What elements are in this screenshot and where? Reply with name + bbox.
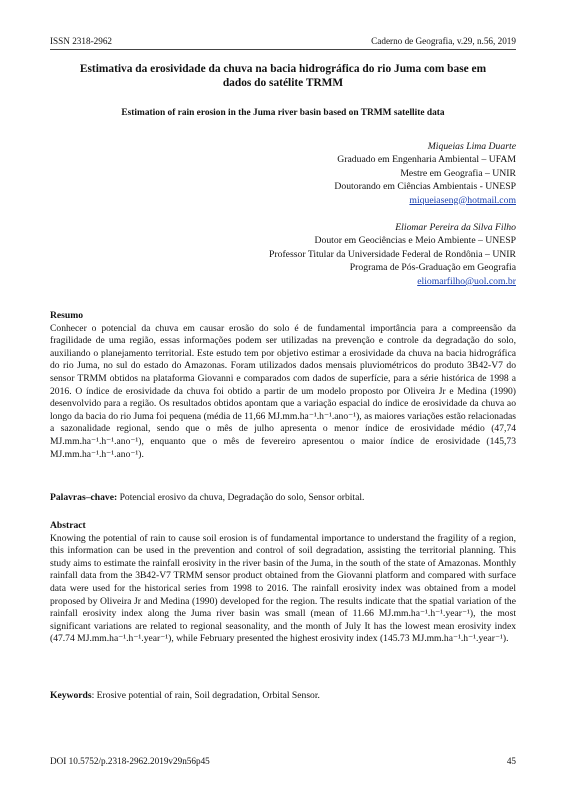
author-2-email-link[interactable]: eliomarfilho@uol.com.br [417, 275, 516, 287]
doi-label: DOI 10.5752/p.2318-2962.2019v29n56p45 [50, 756, 210, 766]
page-footer [50, 756, 516, 766]
author-2-affiliation-1: Doutor em Geociências e Meio Ambiente – UNESP [314, 235, 516, 247]
author-2-affiliation-2: Professor Titular da Universidade Federal de Rondônia – UNIR [269, 248, 516, 260]
paper-title: Estimativa da erosividade da chuva na bacia hidrográfica do rio Juma com base em dados do satélite TRMM [79, 63, 487, 89]
resumo-text: Conhecer o potencial da chuva em causar erosão do solo é de fundamental importância para a compreensão da fragilidade de uma região, essas informações podem ser utilizadas na prevenção e controle da degradação do solo, auxiliando o planejamento territorial. Este estudo tem por objetivo estimar a erosividade da chuva na bacia hidrográfica do rio Juma, no sul do estado do Amazonas. Foram utilizados dados mensais pluviométricos do produto 3B42-V7 do sensor TRMM obtidos na plataforma Giovanni e comparados com dados de superfície, para a série histórica de 1998 a 2016. O índice de erosividade da chuva foi obtido a partir de um modelo proposto por Oliveira Jr e Medina (1990) desenvolvido para a região. Os resultados obtidos apontam que a variação espacial do índice de erosividade da chuva ao longo da bacia do rio Juma foi pequena (média de 11,66 MJ.mm.ha⁻¹.h⁻¹.ano⁻¹), as maiores variações estão relacionadas a sazonalidade regional, sendo que o mês de julho apresenta o menor índice de erosividade médio (47,74 MJ.mm.ha⁻¹.h⁻¹.ano⁻¹), enquanto que o mês de fevereiro apresentou o maior índice de erosividade (145,73 MJ.mm.ha⁻¹.h⁻¹.ano⁻¹). [50, 322, 516, 460]
journal-citation: Caderno de Geografia, v.29, n.56, 2019 [371, 36, 516, 46]
paper-subtitle-english: Estimation of rain erosion in the Juma river basin based on TRMM satellite data [121, 108, 445, 118]
author-1-affiliation-3: Doutorando em Ciências Ambientais - UNESP [334, 181, 516, 193]
palavras-chave-text: Potencial erosivo da chuva, Degradação do solo, Sensor orbital. [119, 492, 365, 503]
keywords-line [50, 690, 516, 701]
issn-label: ISSN 2318-2962 [50, 36, 113, 46]
author-block [186, 140, 516, 288]
author-1-affiliation-2: Mestre em Geografia – UNIR [400, 167, 516, 179]
keywords-text: : Erosive potential of rain, Soil degradation, Orbital Sensor. [91, 690, 320, 701]
resumo-section [50, 310, 516, 461]
abstract-section [50, 520, 516, 646]
author-2-name: Eliomar Pereira da Silva Filho [395, 222, 516, 234]
page-number: 45 [506, 756, 516, 766]
author-1-name: Miqueias Lima Duarte [427, 141, 516, 152]
author-1-email-link[interactable]: miqueiaseng@hotmail.com [409, 194, 516, 206]
author-2-affiliation-3: Programa de Pós-Graduação em Geografia [349, 262, 516, 274]
paper-page [50, 0, 516, 800]
resumo-heading: Resumo [50, 310, 84, 321]
abstract-heading: Abstract [50, 520, 86, 531]
abstract-text: Knowing the potential of rain to cause soil erosion is of fundamental importance to understand the fragility of a region, this information can be used in the prevention and control of soil degradation, assisting the territorial planning. This study aims to estimate the rainfall erosivity in the river basin of the Juma, in the south of the state of Amazonas. Monthly rainfall data from the 3B42-V7 TRMM sensor product obtained from the Giovanni platform and compared with surface data were used for the historical series from 1998 to 2016. The rainfall erosivity index was obtained from a model proposed by Oliveira Jr and Medina (1990) developed for the region. The results indicate that the spatial variation of the rainfall erosivity index along the Juma river basin was small (mean of 11.66 MJ.mm.ha⁻¹.h⁻¹.year⁻¹), the most significant variations are related to regional seasonality, and the month of July It has the lowest mean erosivity index (47.74 MJ.mm.ha⁻¹.h⁻¹.year⁻¹), while February presented the highest erosivity index (145.73 MJ.mm.ha⁻¹.h⁻¹.year⁻¹). [50, 532, 516, 645]
running-header [50, 36, 516, 50]
author-1-affiliation-1: Graduado em Engenharia Ambiental – UFAM [337, 154, 516, 166]
palavras-chave-line [50, 492, 516, 503]
keywords-label: Keywords [50, 690, 92, 701]
palavras-chave-label: Palavras–chave: [50, 492, 118, 503]
